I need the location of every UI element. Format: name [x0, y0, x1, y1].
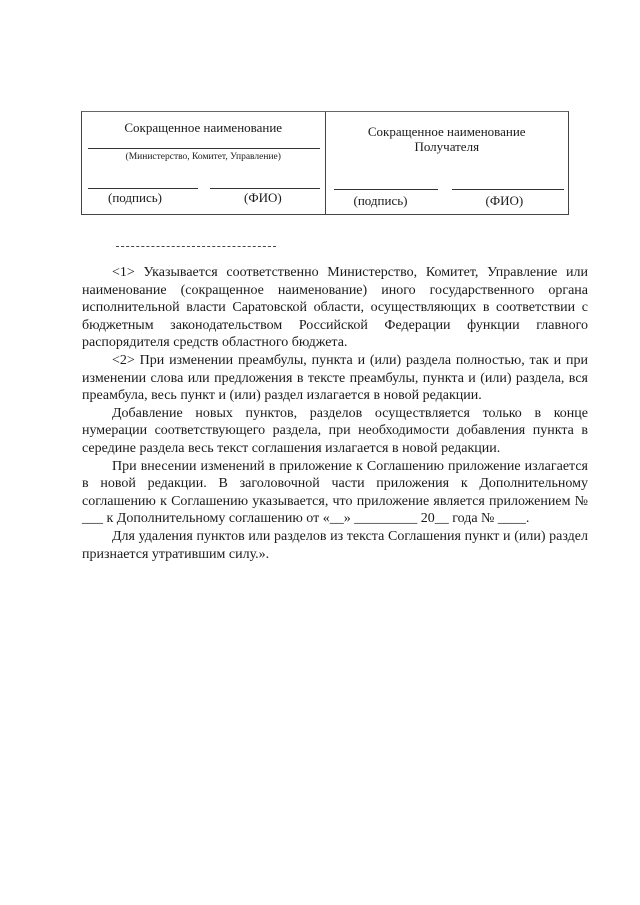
ministry-signature-line [88, 188, 198, 189]
ministry-heading: Сокращенное наименование [124, 120, 283, 135]
ministry-name-line [88, 148, 320, 149]
recipient-heading [326, 124, 569, 154]
footnote-1: <1> Указывается соответственно Министерство, Комитет, Управление или наименование (сокращенное наименование) иного государственного органа исполнительной власти Саратовской области, осуществляющих в соответствии с бюджетным законодательством Российской Федерации функции главного распорядителя средств областного бюджета. [82, 265, 588, 351]
recipient-fio-line [452, 189, 564, 190]
signature-block-recipient [325, 112, 569, 214]
recipient-fio-label: (ФИО) [485, 193, 524, 208]
ministry-fio-line [210, 188, 320, 189]
footnote-2: <2> При изменении преамбулы, пункта и (или) раздела полностью, так и при изменении слова или предложения в тексте преамбулы, пункта и (или) раздела, вся преамбула, весь пункт и (или) раздел излагается в новой редакции. [82, 352, 588, 404]
ministry-fio-label: (ФИО) [244, 190, 282, 205]
ministry-signature-label: (подпись) [108, 190, 162, 205]
recipient-heading-line1: Сокращенное наименование [367, 124, 526, 139]
ministry-sub-caption: (Министерство, Комитет, Управление) [125, 152, 281, 162]
signature-table [81, 111, 569, 215]
recipient-signature-label: (подпись) [353, 193, 408, 208]
footnotes-text [82, 264, 588, 563]
recipient-heading-line2: Получателя [414, 139, 480, 154]
signature-block-ministry [82, 112, 325, 214]
footnote-divider [116, 246, 276, 247]
paragraph-appendix-changes: При внесении изменений в приложение к Соглашению приложение излагается в новой редакции. В заголовочной части приложения к Дополнительному соглашению к Соглашению указывается, что приложение является приложением № ___ к Дополнительному соглашению от «__» _________ 20__ года № ____. [82, 458, 588, 527]
paragraph-new-items: Добавление новых пунктов, разделов осуществляется только в конце нумерации соответствующего раздела, при необходимости добавления пункта в середине раздела весь текст соглашения излагается в новой редакции. [82, 405, 588, 456]
paragraph-removal: Для удаления пунктов или разделов из текста Соглашения пункт и (или) раздел признается утратившим силу.». [82, 528, 588, 562]
recipient-signature-line [334, 189, 438, 190]
